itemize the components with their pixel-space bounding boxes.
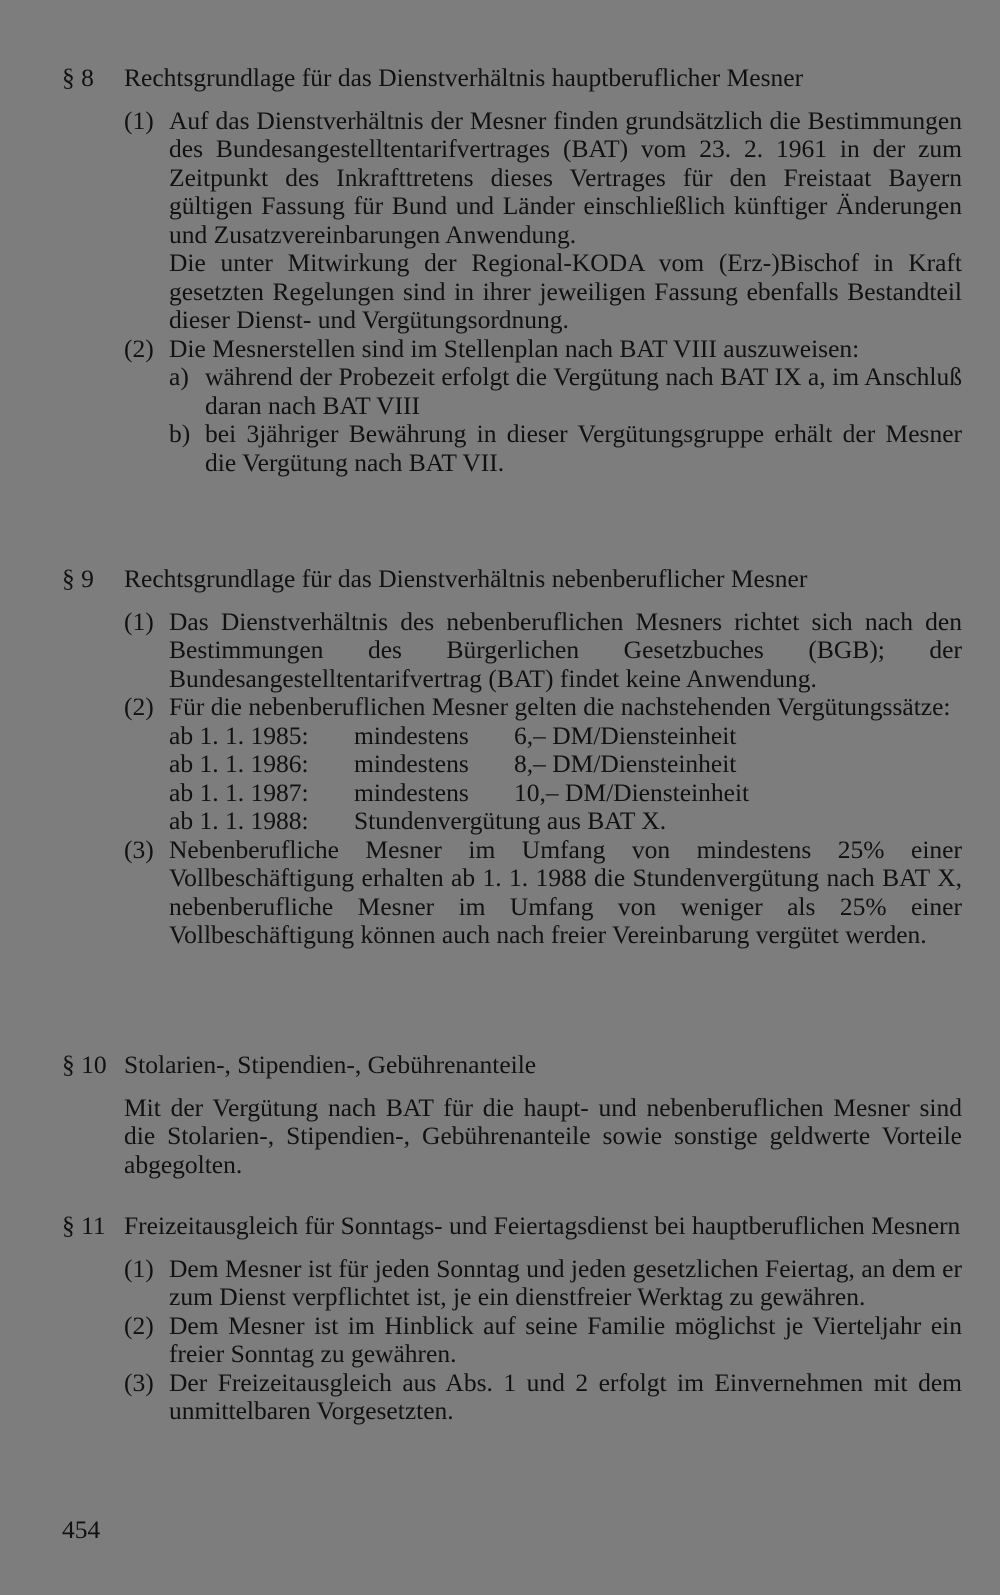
paragraph-text: Dem Mesner ist im Hinblick auf seine Familie möglichst je Vierteljahr ein freier Sonntag zu gewähren. xyxy=(169,1310,962,1368)
paragraph-2 xyxy=(124,335,962,478)
section-10-body xyxy=(124,1094,962,1180)
section-title: Freizeitausgleich für Sonntags- und Feiertagsdienst bei hauptberuflichen Mesnern xyxy=(124,1211,961,1240)
rate-date: ab 1. 1. 1988: xyxy=(169,806,309,835)
rate-amount: 10,– DM/Diensteinheit xyxy=(514,777,750,807)
section-title: Rechtsgrundlage für das Dienstverhältnis nebenberuflicher Mesner xyxy=(124,564,808,593)
paragraph-number: (2) xyxy=(124,692,154,721)
paragraph-text: Dem Mesner ist für jeden Sonntag und jeden gesetzlichen Feiertag, an dem er zum Dienst verpflichtet ist, je ein dienstfreier Werktag zu gewähren. xyxy=(169,1253,962,1311)
paragraph-number: (1) xyxy=(124,606,154,636)
rate-value: Stundenvergütung aus BAT X. xyxy=(354,806,667,835)
paragraph-content xyxy=(169,836,962,950)
section-8-heading xyxy=(62,64,962,93)
paragraph-content xyxy=(169,107,962,335)
paragraph-text: Auf das Dienstverhältnis der Mesner finden grundsätzlich die Bestimmungen des Bundesangestelltentarifvertrages (BAT) vom 23. 2. 1961 in der zum Zeitpunkt des Inkrafttretens dieses Vertrages für den Freistaat Bayern gültigen Fassung für Bund und Länder einschließlich künftiger Änderungen und Zusatzvereinbarungen Anwendung. xyxy=(169,105,962,249)
paragraph-1 xyxy=(124,608,962,694)
rate-qualifier: mindestens xyxy=(354,749,469,778)
rate-value xyxy=(354,750,962,779)
rate-table xyxy=(169,722,962,836)
rate-qualifier: mindestens xyxy=(354,720,469,750)
section-number: § 11 xyxy=(62,1211,106,1240)
paragraph-content xyxy=(169,1255,962,1312)
section-9-heading xyxy=(62,565,962,594)
list-text: während der Probezeit erfolgt die Vergütung nach BAT IX a, im Anschluß daran nach BAT VIII xyxy=(205,362,962,420)
rate-date: ab 1. 1. 1985: xyxy=(169,720,309,750)
paragraph-number: (1) xyxy=(124,105,154,135)
paragraph-text: Die Mesnerstellen sind im Stellenplan nach BAT VIII auszuweisen: xyxy=(169,333,860,363)
paragraph-text: Für die nebenberuflichen Mesner gelten die nachstehenden Vergütungssätze: xyxy=(169,692,951,721)
paragraph-number: (1) xyxy=(124,1253,154,1283)
paragraph-text: Mit der Vergütung nach BAT für die haupt- und nebenberuflichen Mesner sind die Stolarien-, Stipendien-, Gebührenanteile sowie sonstige geldwerte Vorteile abgegolten. xyxy=(124,1092,962,1179)
section-number: § 8 xyxy=(62,63,94,92)
paragraph-text: Nebenberufliche Mesner im Umfang von mindestens 25% einer Vollbeschäftigung erhalten ab 1. 1. 1988 die Stundenvergütung nach BAT X, nebenberufliche Mesner im Umfang von weniger als 25% einer Vollbeschäftigung können auch nach freier Vereinbarung vergütet werden. xyxy=(169,834,962,949)
section-number: § 9 xyxy=(62,564,94,593)
section-11 xyxy=(62,1212,962,1426)
paragraph-number: (3) xyxy=(124,834,154,864)
section-11-heading xyxy=(62,1212,962,1241)
paragraph-2 xyxy=(124,693,962,836)
paragraph-1 xyxy=(124,107,962,335)
rate-value xyxy=(354,722,962,751)
section-9 xyxy=(62,565,962,950)
section-title: Stolarien-, Stipendien-, Gebührenanteile xyxy=(124,1050,537,1079)
paragraph-3 xyxy=(124,1369,962,1426)
section-8 xyxy=(62,64,962,477)
section-9-body xyxy=(124,608,962,950)
section-number: § 10 xyxy=(62,1050,107,1079)
rate-qualifier: mindestens xyxy=(354,777,469,807)
section-title: Rechtsgrundlage für das Dienstverhältnis hauptberuflicher Mesner xyxy=(124,63,804,92)
paragraph-content xyxy=(169,608,962,694)
list-item-a xyxy=(169,363,962,420)
list-text: bei 3jähriger Bewährung in dieser Vergütungsgruppe erhält der Mesner die Vergütung nach BAT VII. xyxy=(205,419,962,477)
paragraph-text: Das Dienstverhältnis des nebenberuflichen Mesners richtet sich nach den Bestimmungen des Bürgerlichen Gesetzbuches (BGB); der Bundesangestelltentarifvertrag (BAT) findet keine Anwendung. xyxy=(169,606,962,693)
section-8-body xyxy=(124,107,962,478)
paragraph-content xyxy=(169,1369,962,1426)
paragraph-number: (3) xyxy=(124,1367,154,1397)
page-number: 454 xyxy=(62,1515,101,1544)
list-label: a) xyxy=(169,362,189,391)
paragraph-content xyxy=(169,693,962,836)
paragraph-text: Der Freizeitausgleich aus Abs. 1 und 2 erfolgt im Einvernehmen mit dem unmittelbaren Vorgesetzten. xyxy=(169,1367,962,1425)
rate-date: ab 1. 1. 1986: xyxy=(169,749,309,778)
paragraph-1 xyxy=(124,1255,962,1312)
rate-amount: 6,– DM/Diensteinheit xyxy=(514,720,737,750)
rate-date: ab 1. 1. 1987: xyxy=(169,777,309,807)
section-10-heading xyxy=(62,1051,962,1080)
paragraph-3 xyxy=(124,836,962,950)
paragraph-number: (2) xyxy=(124,333,154,363)
paragraph-text-2: Die unter Mitwirkung der Regional-KODA vom (Erz-)Bischof in Kraft gesetzten Regelungen sind in ihrer jeweiligen Fassung ebenfalls Bestandteil dieser Dienst- und Vergütungsordnung. xyxy=(169,248,962,334)
list-item-b xyxy=(169,420,962,477)
paragraph-content xyxy=(169,335,962,478)
paragraph-content xyxy=(169,1312,962,1369)
section-10 xyxy=(62,1051,962,1179)
list-label: b) xyxy=(169,419,191,448)
rate-amount: 8,– DM/Diensteinheit xyxy=(514,749,737,778)
paragraph-2 xyxy=(124,1312,962,1369)
rate-value xyxy=(354,779,962,808)
paragraph-number: (2) xyxy=(124,1310,154,1340)
section-11-body xyxy=(124,1255,962,1426)
